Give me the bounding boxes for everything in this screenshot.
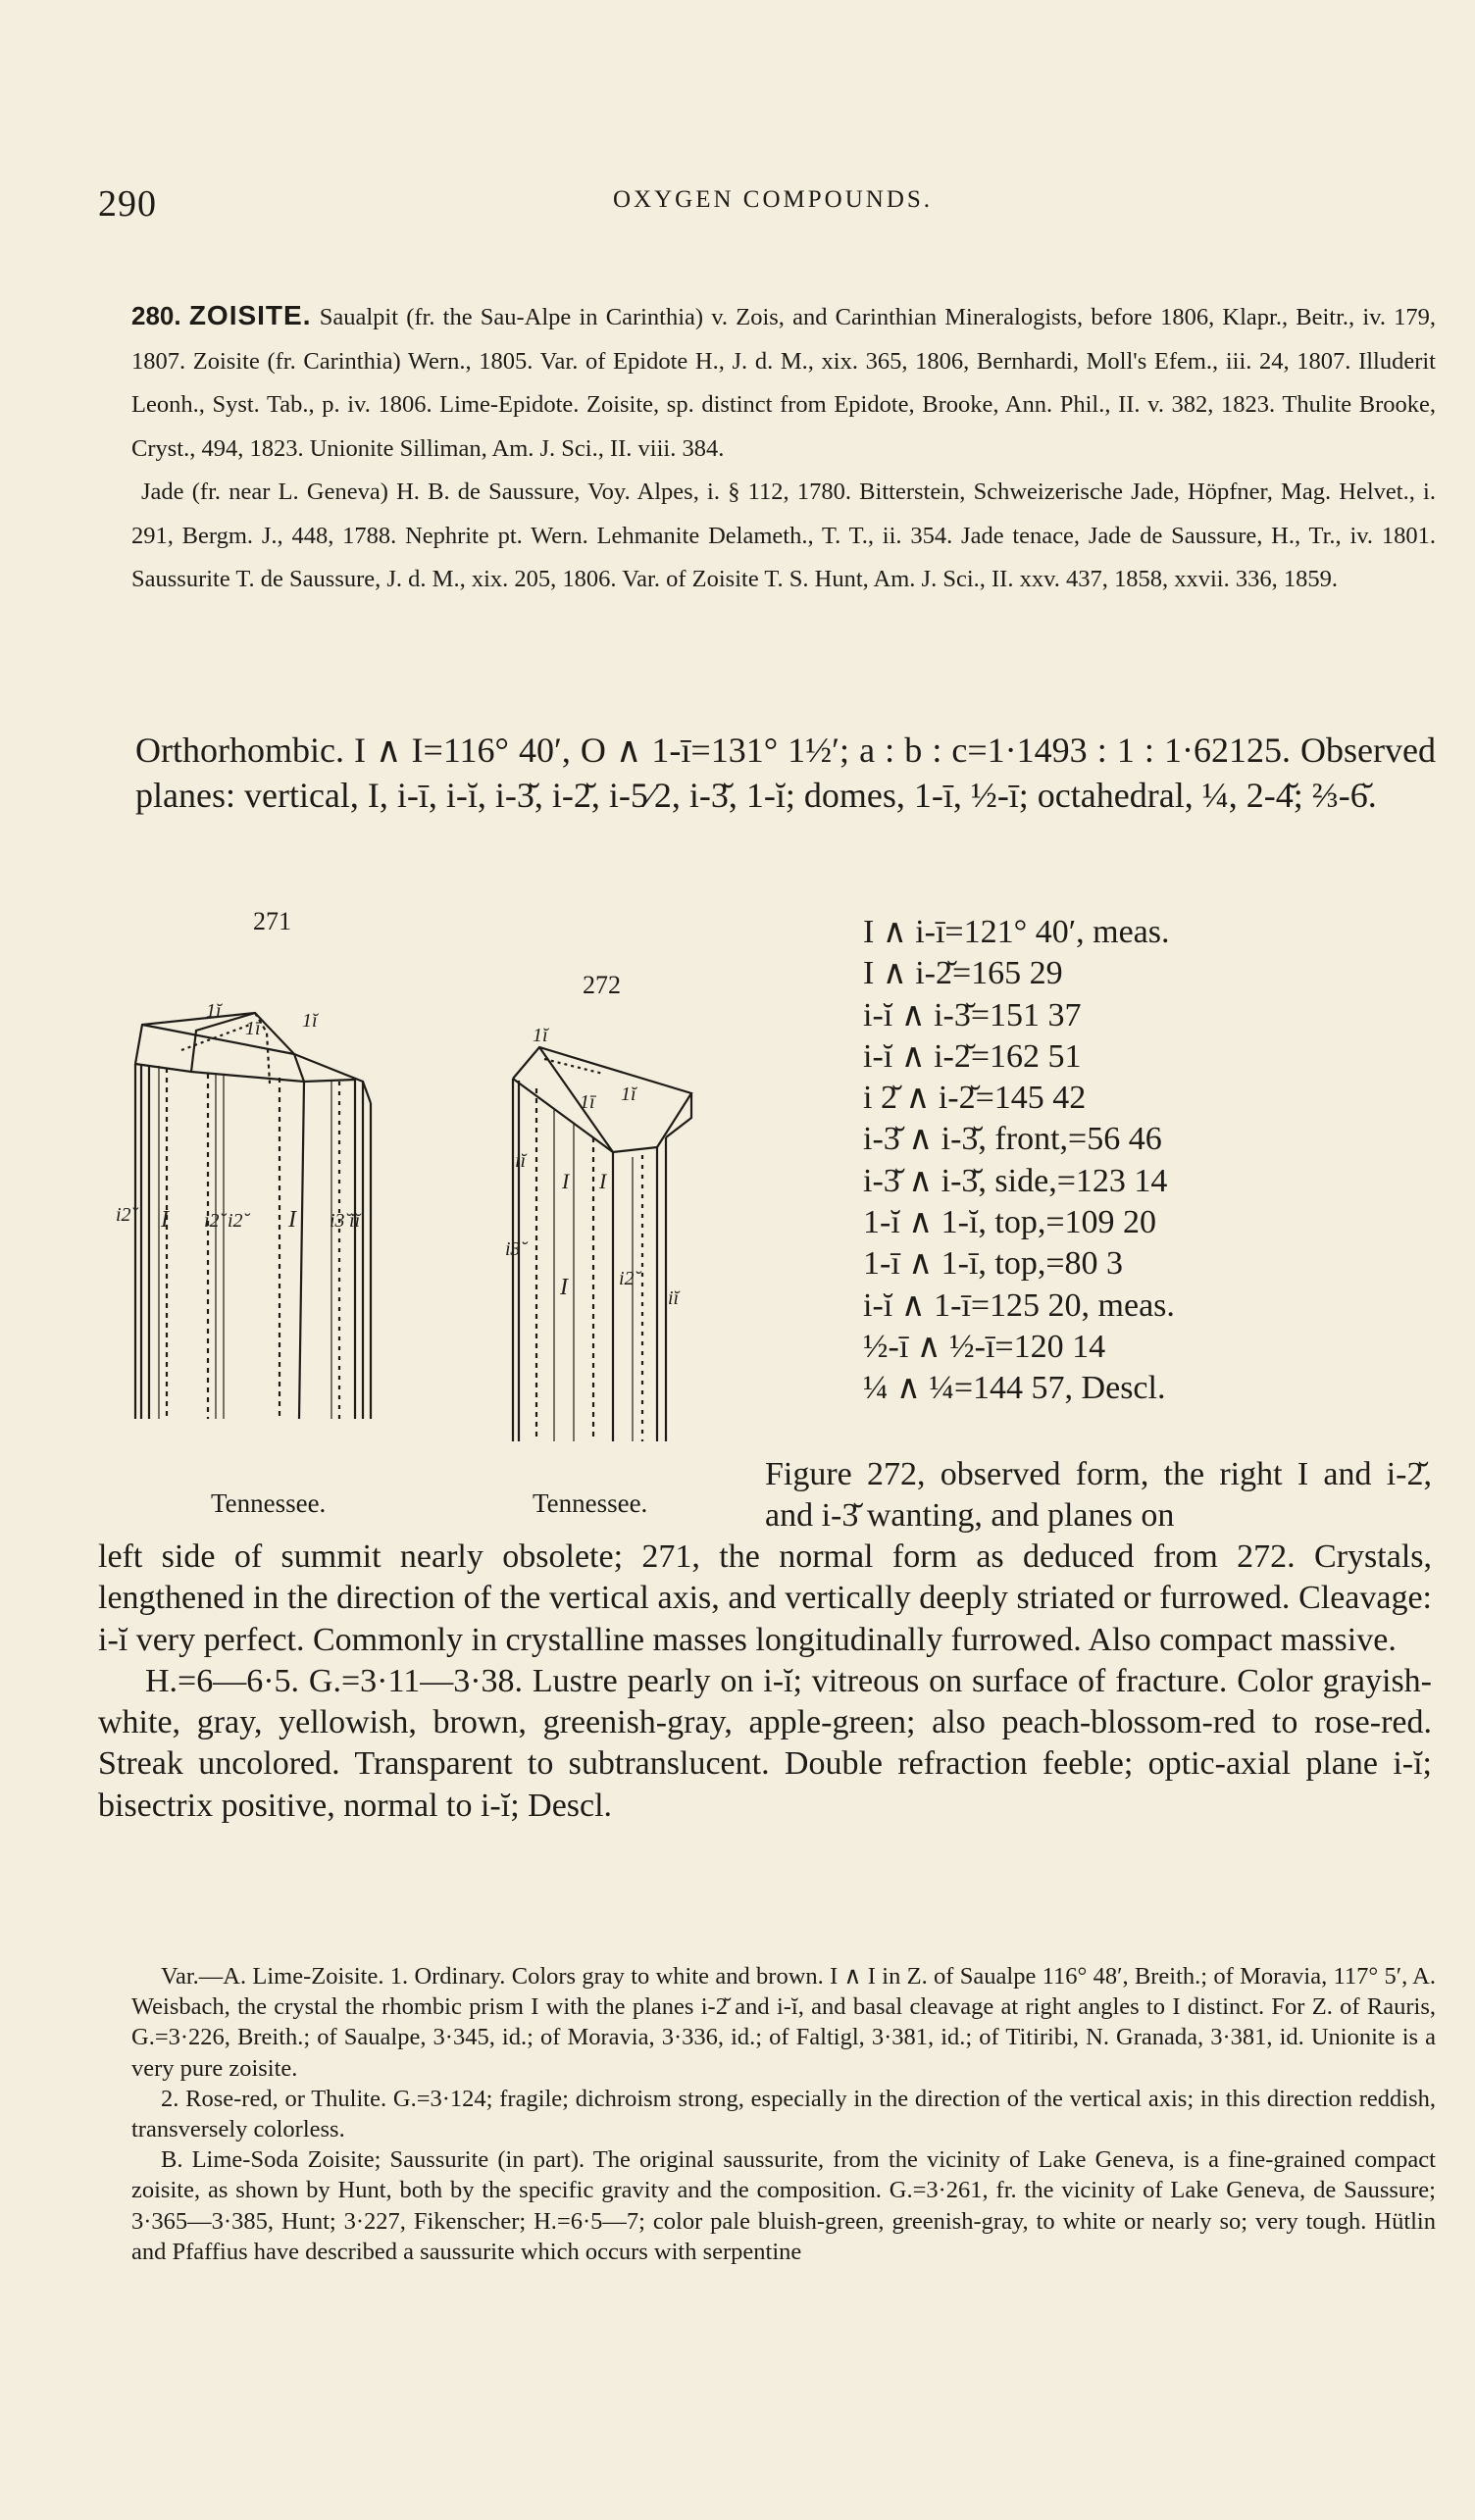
angle-row: 1-ī ∧ 1-ī, top,=80 3: [863, 1245, 1124, 1283]
fig272-label-2: 1ī: [580, 1091, 595, 1113]
description-continuation: left side of summit nearly obsolete; 271, the normal form as deduced from 272. Crystals, lengthened in the direction of the vertical axis, and vertically deeply striated or furrowed. Cleavage: i-ĭ very perfect. Commonly in crystalline masses longitudinally furrowed. Also compact massive.: [98, 1538, 1432, 1658]
angle-row: i-3̆ ∧ i-3̆, side,=123 14: [863, 1162, 1168, 1199]
fig272-label-7: i3̆: [505, 1238, 521, 1260]
fig271-label-8: I: [288, 1207, 296, 1233]
fig271-label-4: i2̆: [116, 1204, 131, 1226]
fig271-label-1: 1ĭ: [206, 1000, 222, 1022]
variety-a2: 2. Rose-red, or Thulite. G.=3·124; fragile; dichroism strong, especially in the direction of the vertical axis; in this direction reddish, transversely colorless.: [131, 2085, 1436, 2143]
variety-a: Var.—A. Lime-Zoisite. 1. Ordinary. Colors gray to white and brown. I ∧ I in Z. of Saualpe 116° 48′, Breith.; of Moravia, 117° 5′, A. Weisbach, the crystal the rhombic prism I with the planes i-2̆ and i-ĭ, and basal cleavage at right angles to I distinct. For Z. of Rauris, G.=3·226, Breith.; of Saualpe, 3·345, id.; of Moravia, 3·336, id.; of Faltigl, 3·381, id.; of Titiribi, N. Granada, 3·381, id. Unionite is a very pure zoisite.: [131, 1963, 1436, 2082]
angle-row: i-3̆ ∧ i-3̆, front,=56 46: [863, 1121, 1162, 1158]
figure-271-caption: Tennessee.: [211, 1488, 327, 1518]
figure-note: Figure 272, observed form, the right I and i-2̆, and i-3̆ wanting, and planes on: [765, 1456, 1432, 1534]
fig271-label-7: i2̆: [228, 1210, 243, 1232]
fig272-label-5: I: [562, 1169, 570, 1193]
angle-row: ½-ī ∧ ½-ī=120 14: [863, 1328, 1106, 1365]
fig271-label-9: i3̆: [330, 1210, 345, 1232]
fig271-label-3: 1ĭ: [302, 1010, 318, 1032]
fig271-label-6: i2̆: [204, 1210, 220, 1232]
crystallography-text: [135, 728, 1436, 818]
synonymy-para-1: [131, 294, 1436, 471]
angle-row: 1-ĭ ∧ 1-ĭ, top,=109 20: [863, 1204, 1157, 1241]
figure-271-number: 271: [253, 907, 291, 935]
description-body: [98, 1537, 1432, 1827]
running-head: OXYGEN COMPOUNDS.: [613, 186, 934, 213]
figure-272: [485, 1000, 721, 1461]
fig272-label-4: iĭ: [515, 1150, 527, 1172]
fig272-label-8: I: [560, 1275, 568, 1300]
synonymy-para-2: Jade (fr. near L. Geneva) H. B. de Saussure, Voy. Alpes, i. § 112, 1780. Bitterstein, Schweizerische Jade, Höpfner, Mag. Helvet., i. 291, Bergm. J., 448, 1788. Nephrite pt. Wern. Lehmanite Delameth., T. T., ii. 354. Jade tenace, Jade de Saussure, H., Tr., iv. 1801. Saussurite T. de Saussure, J. d. M., xix. 205, 1806. Var. of Zoisite T. S. Hunt, Am. J. Sci., II. xxv. 437, 1858, xxvii. 336, 1859.: [131, 479, 1436, 592]
fig272-label-10: iĭ: [668, 1287, 680, 1309]
physical-properties: H.=6—6·5. G.=3·11—3·38. Lustre pearly on i-ĭ; vitreous on surface of fracture. Color grayish-white, gray, yellowish, brown, greenish-gray, apple-green; also peach-blossom-red to rose-red. Streak uncolored. Transparent to subtranslucent. Double refraction feeble; optic-axial plane i-ĭ; bisectrix positive, normal to i-ĭ; Descl.: [98, 1662, 1432, 1824]
synonymy-text-1: Saualpit (fr. the Sau-Alpe in Carinthia) v. Zois, and Carinthian Mineralogists, before 1806, Klapr., Beitr., iv. 179, 1807. Zoisite (fr. Carinthia) Wern., 1805. Var. of Epidote H., J. d. M., xix. 365, 1806, Bernhardi, Moll's Efem., iii. 24, 1807. Illuderit Leonh., Syst. Tab., p. iv. 1806. Lime-Epidote. Zoisite, sp. distinct from Epidote, Brooke, Ann. Phil., II. v. 382, 1823. Thulite Brooke, Cryst., 494, 1823. Unionite Silliman, Am. J. Sci., II. viii. 384.: [131, 304, 1437, 462]
entry-number: 280.: [131, 301, 181, 330]
synonymy-block: [131, 294, 1436, 602]
fig271-label-5: I: [161, 1207, 169, 1233]
figure-271: [98, 956, 451, 1456]
angle-row: i-ĭ ∧ 1-ī=125 20, meas.: [863, 1286, 1175, 1324]
angle-row: I ∧ i-ī=121° 40′, meas.: [863, 914, 1170, 950]
variety-b: B. Lime-Soda Zoisite; Saussurite (in part). The original saussurite, from the vicinity of Lake Geneva, is a fine-grained compact zoisite, as shown by Hunt, both by the specific gravity and the composition. G.=3·261, fr. the vicinity of Lake Geneva, de Saussure; 3·365—3·385, Hunt; 3·227, Fikenscher; H.=6·5—7; color pale bluish-green, greenish-gray, to white or nearly so; very tough. Hütlin and Pfaffius have described a saussurite which occurs with serpentine: [131, 2146, 1436, 2265]
varieties-block: [131, 1961, 1436, 2267]
fig272-label-9: i2̆: [619, 1268, 635, 1289]
page-number: 290: [98, 183, 157, 225]
angle-row: i-ĭ ∧ i-2̆=162 51: [863, 1037, 1082, 1075]
figure-272-caption: Tennessee.: [533, 1488, 648, 1518]
crystallography-para: Orthorhombic. I ∧ I=116° 40′, O ∧ 1-ī=131° 1½′; a : b : c=1·1493 : 1 : 1·62125. Observed planes: vertical, I, i-ī, i-ĭ, i-3̆, i-2̆, i-5⁄2, i-3̆, 1-ĭ; domes, 1-ī, ½-ī; octahedral, ¼, 2-4̆; ⅔-6̆.: [135, 731, 1436, 815]
angle-row: ¼ ∧ ¼=144 57, Descl.: [863, 1370, 1166, 1407]
figure-272-number: 272: [583, 971, 621, 999]
angle-row: i-ĭ ∧ i-3̆=151 37: [863, 996, 1082, 1033]
angle-row: i 2̆ ∧ i-2̆=145 42: [863, 1080, 1087, 1117]
angle-row: I ∧ i-2̆=165 29: [863, 955, 1063, 992]
fig272-label-6: I: [599, 1169, 607, 1193]
fig271-label-2: 1ī: [245, 1018, 261, 1039]
fig272-label-1: 1ĭ: [533, 1025, 548, 1046]
angle-table: [863, 912, 1175, 1410]
fig271-label-10: iĭ: [349, 1210, 361, 1232]
entry-title: ZOISITE.: [188, 300, 312, 330]
fig272-label-3: 1ĭ: [621, 1084, 636, 1105]
